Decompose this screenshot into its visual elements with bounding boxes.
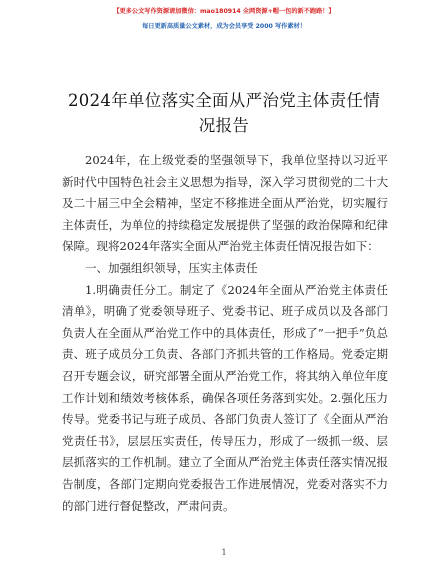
promo-banner: [0, 0, 448, 46]
document-body: [62, 150, 388, 517]
body-paragraph: 1.明确责任分工。制定了《2024年全面从严治党主体责任清单》，明确了党委领导班子、党委书记、班子成员以及各部门负责人在全面从严治党工作中的具体责任，形成了”一把手”负总责、班子成员分工负责、各部门齐抓共管的工作格局。党委定期召开专题会议，研究部署全面从严治党工作，将其纳入单位年度工作计划和绩效考核体系，确保各项任务落到实处。2.强化压力传导。党委书记与班子成员、各部门负责人签订了《全面从严治党责任书》，层层压实责任，传导压力，形成了一级抓一级、层层抓落实的工作机制。建立了全面从严治党主体责任落实情况报告制度，各部门定期向党委报告工作进展情况，党委对落实不力的部门进行督促整改，严肃问责。: [62, 282, 388, 513]
promo-banner-line-2: 每日更新高质量公文素材，成为会员享受 2000 写作素材！: [142, 23, 306, 30]
page-number: 1: [221, 548, 227, 557]
intro-paragraph: 2024年，在上级党委的坚强领导下，我单位坚持以习近平新时代中国特色社会主义思想为指导，深入学习贯彻党的二十大及二十届三中全会精神，坚定不移推进全面从严治党，切实履行主体责任，为单位的持续稳定发展提供了坚强的政治保障和纪律保障。现将2024年落实全面从严治党主体责任情况报告如下：: [62, 153, 388, 254]
promo-banner-line-1: 【更多公文写作资源请加微信：mao180914 全网资源+帽一包的新不跑路！】: [113, 8, 335, 15]
document-title: 2024年单位落实全面从严治党主体责任情况报告: [68, 91, 380, 135]
section-heading: 一、加强组织领导，压实主体责任: [85, 260, 258, 275]
